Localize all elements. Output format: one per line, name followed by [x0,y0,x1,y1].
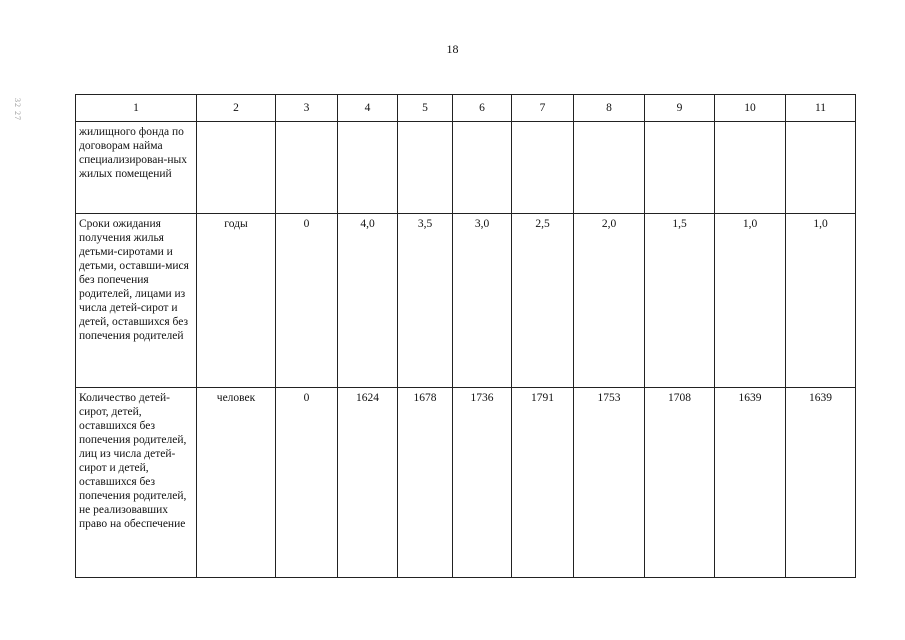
column-header: 9 [645,95,715,122]
row-unit: человек [197,388,276,578]
data-table [75,94,856,578]
column-header: 10 [715,95,786,122]
row-value: 1639 [715,388,786,578]
row-label: Сроки ожидания получения жилья детьми-сиротами и детьми, оставши-мися без попечения родителей, лицами из числа детей-сирот и детей, оставшихся без попечения родителей [76,214,197,388]
row-value: 4,0 [338,214,398,388]
row-value [715,122,786,214]
row-value: 0 [276,388,338,578]
row-label: Количество детей-сирот, детей, оставшихся без попечения родителей, лиц из числа детей-сирот и детей, оставшихся без попечения родителей, не реализовавших право на обеспечение [76,388,197,578]
row-value [645,122,715,214]
row-value: 1624 [338,388,398,578]
row-value: 1678 [398,388,453,578]
column-number-row [76,95,856,122]
row-value [512,122,574,214]
row-value: 2,0 [574,214,645,388]
page-number: 18 [446,42,459,56]
row-value: 0 [276,214,338,388]
row-value: 3,0 [453,214,512,388]
row-value: 1,0 [715,214,786,388]
row-value [398,122,453,214]
column-header: 8 [574,95,645,122]
row-value [453,122,512,214]
column-header: 5 [398,95,453,122]
column-header: 4 [338,95,398,122]
row-value: 1,5 [645,214,715,388]
row-value [786,122,856,214]
row-value: 1639 [786,388,856,578]
column-header: 6 [453,95,512,122]
row-value: 1708 [645,388,715,578]
row-unit [197,122,276,214]
table-row [76,214,856,388]
table-row [76,388,856,578]
row-label: жилищного фонда по договорам найма специализирован-ных жилых помещений [76,122,197,214]
margin-mark: 32 27 [13,98,22,121]
row-value [276,122,338,214]
row-value: 2,5 [512,214,574,388]
column-header: 11 [786,95,856,122]
row-unit: годы [197,214,276,388]
column-header: 2 [197,95,276,122]
row-value: 1736 [453,388,512,578]
row-value: 1753 [574,388,645,578]
column-header: 3 [276,95,338,122]
row-value: 1,0 [786,214,856,388]
row-value [338,122,398,214]
column-header: 1 [76,95,197,122]
column-header: 7 [512,95,574,122]
row-value: 3,5 [398,214,453,388]
row-value: 1791 [512,388,574,578]
table-row [76,122,856,214]
row-value [574,122,645,214]
